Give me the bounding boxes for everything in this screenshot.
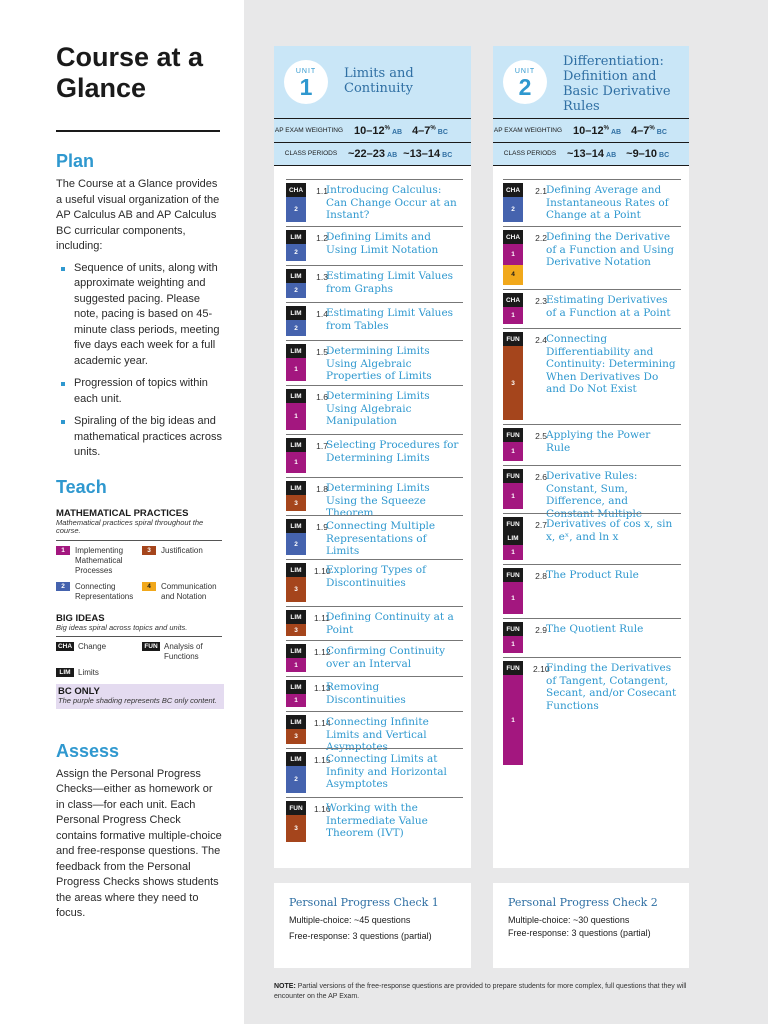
weighting-label: AP EXAM WEIGHTING (493, 127, 563, 135)
unit-1-badge (284, 60, 328, 104)
ab-weight-value: 10–12 (354, 125, 385, 137)
bc-weighting: 4–7%BC (631, 125, 667, 137)
topic-number: 1.3 (316, 272, 328, 282)
practice-legend-item (142, 582, 224, 602)
topic-number: 2.5 (535, 431, 547, 441)
topic-row (286, 559, 463, 607)
practice-badge: 3 (286, 624, 306, 636)
big-idea-tag: FUN (503, 568, 523, 582)
practice-label: Communication and Notation (161, 581, 217, 601)
big-idea-tag: FUN (503, 469, 523, 483)
ppc-1-title: Personal Progress Check 1 (289, 896, 439, 909)
topic-name: Finding the Derivatives of Tangent, Cotangent, Secant, and/or Cosecant Functions (546, 662, 677, 712)
topic-row (286, 265, 463, 303)
practice-badge: 3 (286, 815, 306, 842)
assess-text: Assign the Personal Progress Checks—either as homework or in class—for each unit. Each Personal Progress Check contains formative multiple-choice and free-response questions. The feedback from the Personal Progress Checks shows students the areas where they need to focus. (56, 767, 222, 919)
topic-number: 1.14 (314, 718, 331, 728)
plan-bullet: Sequence of units, along with approximate weighting and suggested pacing. Please note, pacing is based on 45-minute class periods, meeting five days each week for a full academic year. (74, 261, 224, 370)
big-idea-tag: LIM (286, 344, 306, 358)
practice-badge: 2 (286, 197, 306, 222)
ppc-1-card (274, 883, 471, 968)
big-idea-tag: LIM (286, 438, 306, 452)
unit-2-badge (503, 60, 547, 104)
plan-heading: Plan (56, 151, 95, 171)
topic-row (286, 515, 463, 560)
topic-number: 1.16 (314, 804, 331, 814)
topic-name: Defining Continuity at a Point (326, 611, 454, 636)
topic-badges (286, 715, 306, 744)
big-idea-tag: CHA (57, 643, 73, 650)
periods-label: CLASS PERIODS (284, 150, 338, 158)
topic-row (503, 424, 681, 466)
topic-name: Working with the Intermediate Value Theorem (IVT) (326, 802, 428, 840)
practice-swatch: 1 (56, 546, 70, 555)
practice-label: Connecting Representations (75, 581, 134, 601)
topic-row (286, 179, 463, 227)
topic-number: 2.2 (535, 233, 547, 243)
ab-weighting: 10–12%AB (573, 125, 622, 137)
teach-heading: Teach (56, 476, 107, 497)
plan-bullet: Spiraling of the big ideas and mathematical practices across units. (74, 414, 224, 461)
topic-name: Selecting Procedures for Determining Limits (326, 439, 459, 464)
plan-bullet: Progression of topics within each unit. (74, 376, 224, 407)
big-idea-label: Change (78, 642, 107, 651)
topic-badges (286, 801, 306, 842)
topic-number: 1.13 (314, 683, 331, 693)
bc-only-note: The purple shading represents BC only content. (58, 696, 217, 705)
big-idea-label: Limits (78, 668, 99, 677)
practice-badge: 3 (286, 577, 306, 602)
topic-number: 1.2 (316, 233, 328, 243)
unit-1-card (274, 46, 471, 868)
big-ideas-note: Big ideas spiral across topics and units. (56, 622, 188, 632)
topic-name: Defining Average and Instantaneous Rates of Change at a Point (546, 184, 669, 222)
topic-number: 1.10 (314, 566, 331, 576)
big-idea-tag: LIM (56, 668, 74, 677)
sidebar (56, 42, 224, 922)
topic-badges (503, 428, 523, 461)
big-idea-tag: LIM (286, 481, 306, 495)
ppc-2-card (493, 883, 689, 968)
topic-name: Derivatives of cos x, sin x, eˣ, and ln x (546, 518, 673, 543)
unit-2-header (493, 46, 689, 118)
big-idea-tag: LIM (286, 644, 306, 658)
big-idea-tag: FUN (286, 801, 306, 815)
topic-row (286, 385, 463, 435)
topic-number: 1.4 (316, 309, 328, 319)
topic-badges (286, 481, 306, 511)
bc-periods-value: ~9–10 (626, 148, 658, 160)
topic-badges (503, 332, 523, 420)
topic-badges (286, 752, 306, 793)
big-idea-tag: FUN (503, 661, 523, 675)
bc-periods: ~13–14 BC (403, 148, 453, 160)
topic-name: Connecting Infinite Limits and Vertical Asymptotes (326, 716, 429, 754)
topic-row (503, 289, 681, 329)
topic-number: 2.1 (535, 186, 547, 196)
big-idea-tag: CHA (286, 183, 306, 197)
topic-number: 1.6 (316, 392, 328, 402)
big-idea-tag: LIM (286, 269, 306, 283)
topic-name: Connecting Limits at Infinity and Horizontal Asymptotes (326, 753, 447, 791)
topic-badges (286, 344, 306, 381)
topic-number: 1.9 (316, 522, 328, 532)
topic-row (503, 226, 681, 290)
practice-badge: 3 (286, 495, 306, 511)
topic-name: Connecting Differentiability and Continuity: Determining When Derivatives Do and Do Not Exist (546, 333, 676, 396)
topic-name: Defining Limits and Using Limit Notation (326, 231, 439, 256)
topic-row (286, 711, 463, 754)
topic-badges (503, 469, 523, 509)
topic-name: Connecting Multiple Representations of Limits (326, 520, 436, 558)
mp-divider (56, 540, 222, 541)
big-idea-tag: LIM (286, 715, 306, 729)
topic-name: Derivative Rules: Constant, Sum, Difference, and Constant Multiple (546, 470, 643, 520)
big-idea-tag: FUN (142, 642, 160, 651)
topic-number: 2.4 (535, 335, 547, 345)
topic-number: 1.8 (316, 484, 328, 494)
big-ideas-legend (56, 642, 224, 678)
topic-row (286, 640, 463, 677)
practice-badge: 4 (503, 265, 523, 286)
assess-heading: Assess (56, 740, 120, 761)
practice-badge: 1 (503, 244, 523, 265)
topic-number: 2.3 (535, 296, 547, 306)
unit-1-weighting-row (274, 118, 471, 143)
ab-periods: ~22–23 AB (348, 148, 398, 160)
practice-label: Implementing Mathematical Processes (75, 545, 124, 575)
practice-badge: 1 (503, 675, 523, 765)
ab-weighting: 10–12%AB (354, 125, 403, 137)
topic-name: Determining Limits Using Algebraic Manipulation (326, 390, 430, 428)
topic-number: 1.15 (314, 755, 331, 765)
ab-weight-value: 10–12 (573, 125, 604, 137)
practice-badge: 1 (503, 483, 523, 509)
topic-row (503, 179, 681, 227)
topic-row (286, 748, 463, 798)
note-text: Partial versions of the free-response questions are provided to prepare students for more complex, full questions that they will encounter on the AP Exam. (274, 983, 687, 1000)
unit-2-card (493, 46, 689, 868)
big-idea-tag: LIM (286, 389, 306, 403)
topic-number: 1.7 (316, 441, 328, 451)
topic-badges (286, 438, 306, 473)
topic-row (286, 797, 463, 847)
practices-legend (56, 546, 224, 602)
practice-swatch: 3 (142, 546, 156, 555)
topic-badges (503, 568, 523, 614)
plan-bullets (56, 261, 224, 461)
bc-only-title: BC ONLY (58, 686, 100, 697)
topic-number: 1.11 (314, 613, 330, 623)
periods-label: CLASS PERIODS (503, 150, 557, 158)
topic-row (503, 657, 681, 770)
unit-label: UNIT (295, 68, 317, 75)
practice-badge: 1 (503, 636, 523, 653)
practice-badge: 3 (503, 346, 523, 420)
topic-name: Exploring Types of Discontinuities (326, 564, 426, 589)
practice-badge: 1 (503, 307, 523, 324)
ppc-2-free-response: Free-response: 3 questions (partial) (508, 928, 651, 938)
topic-row (286, 434, 463, 478)
topic-badges (503, 183, 523, 222)
practice-swatch: 4 (142, 582, 156, 591)
topic-name: Removing Discontinuities (326, 681, 406, 706)
practice-legend-item (56, 582, 142, 602)
big-idea-tag: CHA (503, 293, 523, 307)
weighting-label: AP EXAM WEIGHTING (274, 127, 344, 135)
topic-name: The Quotient Rule (546, 623, 644, 635)
bc-periods: ~9–10 BC (626, 148, 670, 160)
practice-legend-item (56, 546, 142, 576)
practice-badge: 2 (286, 533, 306, 555)
page-title: Course at a Glance (56, 42, 204, 103)
practice-badge: 2 (286, 283, 306, 298)
big-idea-tag: FUN (503, 622, 523, 636)
unit-2-title: Differentiation: Definition and Basic Derivative Rules (563, 54, 671, 114)
topic-name: Estimating Limit Values from Tables (326, 307, 454, 332)
practice-badge: 1 (286, 358, 306, 381)
topic-name: Introducing Calculus: Can Change Occur at an Instant? (326, 184, 457, 222)
big-idea-tag: LIM (503, 531, 523, 545)
big-idea-legend-item (56, 642, 142, 662)
big-idea-tag: FUN (503, 428, 523, 442)
topic-badges (286, 269, 306, 298)
big-idea-tag: CHA (503, 230, 523, 244)
topic-badges (286, 563, 306, 602)
topic-row (503, 564, 681, 619)
practice-badge: 2 (286, 320, 306, 336)
topic-row (286, 606, 463, 641)
note-label: NOTE: (274, 983, 296, 990)
topic-number: 2.9 (535, 625, 547, 635)
big-idea-tag: LIM (286, 519, 306, 533)
big-idea-tag: LIM (286, 230, 306, 244)
topic-row (286, 340, 463, 386)
big-idea-tag: LIM (286, 752, 306, 766)
practice-badge: 3 (286, 729, 306, 744)
topic-number: 2.7 (535, 520, 547, 530)
unit-1-header (274, 46, 471, 118)
unit-1-title: Limits and Continuity (344, 66, 414, 96)
topic-name: The Product Rule (546, 569, 639, 581)
topic-row (503, 618, 681, 658)
topic-number: 1.1 (316, 186, 328, 196)
bc-weight-value: 4–7 (412, 125, 431, 137)
ppc-2-multiple-choice: Multiple-choice: ~30 questions (508, 915, 630, 925)
topic-name: Applying the Power Rule (546, 429, 651, 454)
ppc-1-multiple-choice: Multiple-choice: ~45 questions (289, 915, 411, 925)
unit-number: 2 (518, 74, 532, 100)
topic-badges (286, 680, 306, 707)
unit-1-periods-row (274, 142, 471, 166)
practice-badge: 2 (286, 244, 306, 261)
big-idea-tag: FUN (503, 332, 523, 346)
practice-badge: 1 (503, 442, 523, 461)
practice-swatch: 2 (56, 582, 70, 591)
big-idea-tag: LIM (286, 306, 306, 320)
topic-number: 2.6 (535, 472, 547, 482)
footnote (274, 982, 694, 1002)
topic-badges (286, 306, 306, 336)
big-idea-tag: LIM (286, 610, 306, 624)
practice-badge: 2 (286, 766, 306, 793)
topic-badges (286, 644, 306, 672)
bc-periods-value: ~13–14 (403, 148, 441, 160)
ab-periods-value: ~22–23 (348, 148, 386, 160)
practice-label: Justification (161, 545, 203, 555)
topic-name: Estimating Derivatives of a Function at a Point (546, 294, 671, 319)
title-divider (56, 130, 220, 132)
ab-periods: ~13–14 AB (567, 148, 617, 160)
big-ideas-title: BIG IDEAS (56, 612, 105, 624)
topic-badges (286, 519, 306, 555)
big-idea-legend-item (142, 642, 224, 662)
topic-badges (286, 183, 306, 222)
practice-badge: 1 (286, 452, 306, 473)
big-idea-tag: FUN (503, 517, 523, 531)
practice-badge: 2 (503, 197, 523, 222)
topic-name: Confirming Continuity over an Interval (326, 645, 446, 670)
topic-row (286, 226, 463, 266)
big-idea-legend-item (56, 668, 142, 678)
plan-intro: The Course at a Glance provides a useful visual organization of the AP Calculus AB and AP Calculus BC curricular components, including: (56, 178, 220, 252)
big-idea-tag: LIM (286, 563, 306, 577)
big-ideas-divider (56, 636, 222, 637)
topic-number: 1.5 (316, 347, 328, 357)
topic-name: Estimating Limit Values from Graphs (326, 270, 454, 295)
topic-row (503, 465, 681, 520)
mp-title: MATHEMATICAL PRACTICES (56, 507, 189, 519)
topic-number: 2.8 (535, 571, 547, 581)
topic-badges (503, 230, 523, 285)
mp-note: Mathematical practices spiral throughout the course. (56, 517, 204, 535)
big-idea-tag: LIM (286, 680, 306, 694)
practice-badge: 1 (286, 694, 306, 707)
topic-name: Defining the Derivative of a Function and Using Derivative Notation (546, 231, 674, 269)
topic-badges (503, 517, 523, 560)
unit-number: 1 (299, 74, 313, 100)
topic-number: 2.10 (533, 664, 550, 674)
ppc-1-free-response: Free-response: 3 questions (partial) (289, 931, 432, 941)
bc-weighting: 4–7%BC (412, 125, 448, 137)
topic-row (286, 302, 463, 341)
topic-row (503, 513, 681, 565)
unit-label: UNIT (514, 68, 536, 75)
topic-badges (286, 610, 306, 636)
topic-badges (503, 661, 523, 765)
bc-only-legend (56, 684, 224, 709)
big-idea-tag: CHA (503, 183, 523, 197)
unit-2-weighting-row (493, 118, 689, 143)
topic-badges (503, 622, 523, 653)
topic-name: Determining Limits Using Algebraic Properties of Limits (326, 345, 432, 383)
practice-legend-item (142, 546, 224, 576)
big-idea-label: Analysis of Functions (164, 642, 203, 661)
topic-badges (286, 230, 306, 261)
practice-badge: 1 (503, 582, 523, 614)
topic-name: Determining Limits Using the Squeeze Theorem (326, 482, 430, 520)
topic-row (286, 477, 463, 520)
topic-row (286, 676, 463, 712)
topic-badges (286, 389, 306, 430)
ab-periods-value: ~13–14 (567, 148, 605, 160)
bc-weight-value: 4–7 (631, 125, 650, 137)
topic-badges (503, 293, 523, 324)
unit-2-periods-row (493, 142, 689, 166)
practice-badge: 1 (503, 545, 523, 560)
ppc-2-title: Personal Progress Check 2 (508, 896, 658, 909)
topic-row (503, 328, 681, 425)
practice-badge: 1 (286, 658, 306, 672)
practice-badge: 1 (286, 403, 306, 430)
topic-number: 1.12 (314, 647, 331, 657)
